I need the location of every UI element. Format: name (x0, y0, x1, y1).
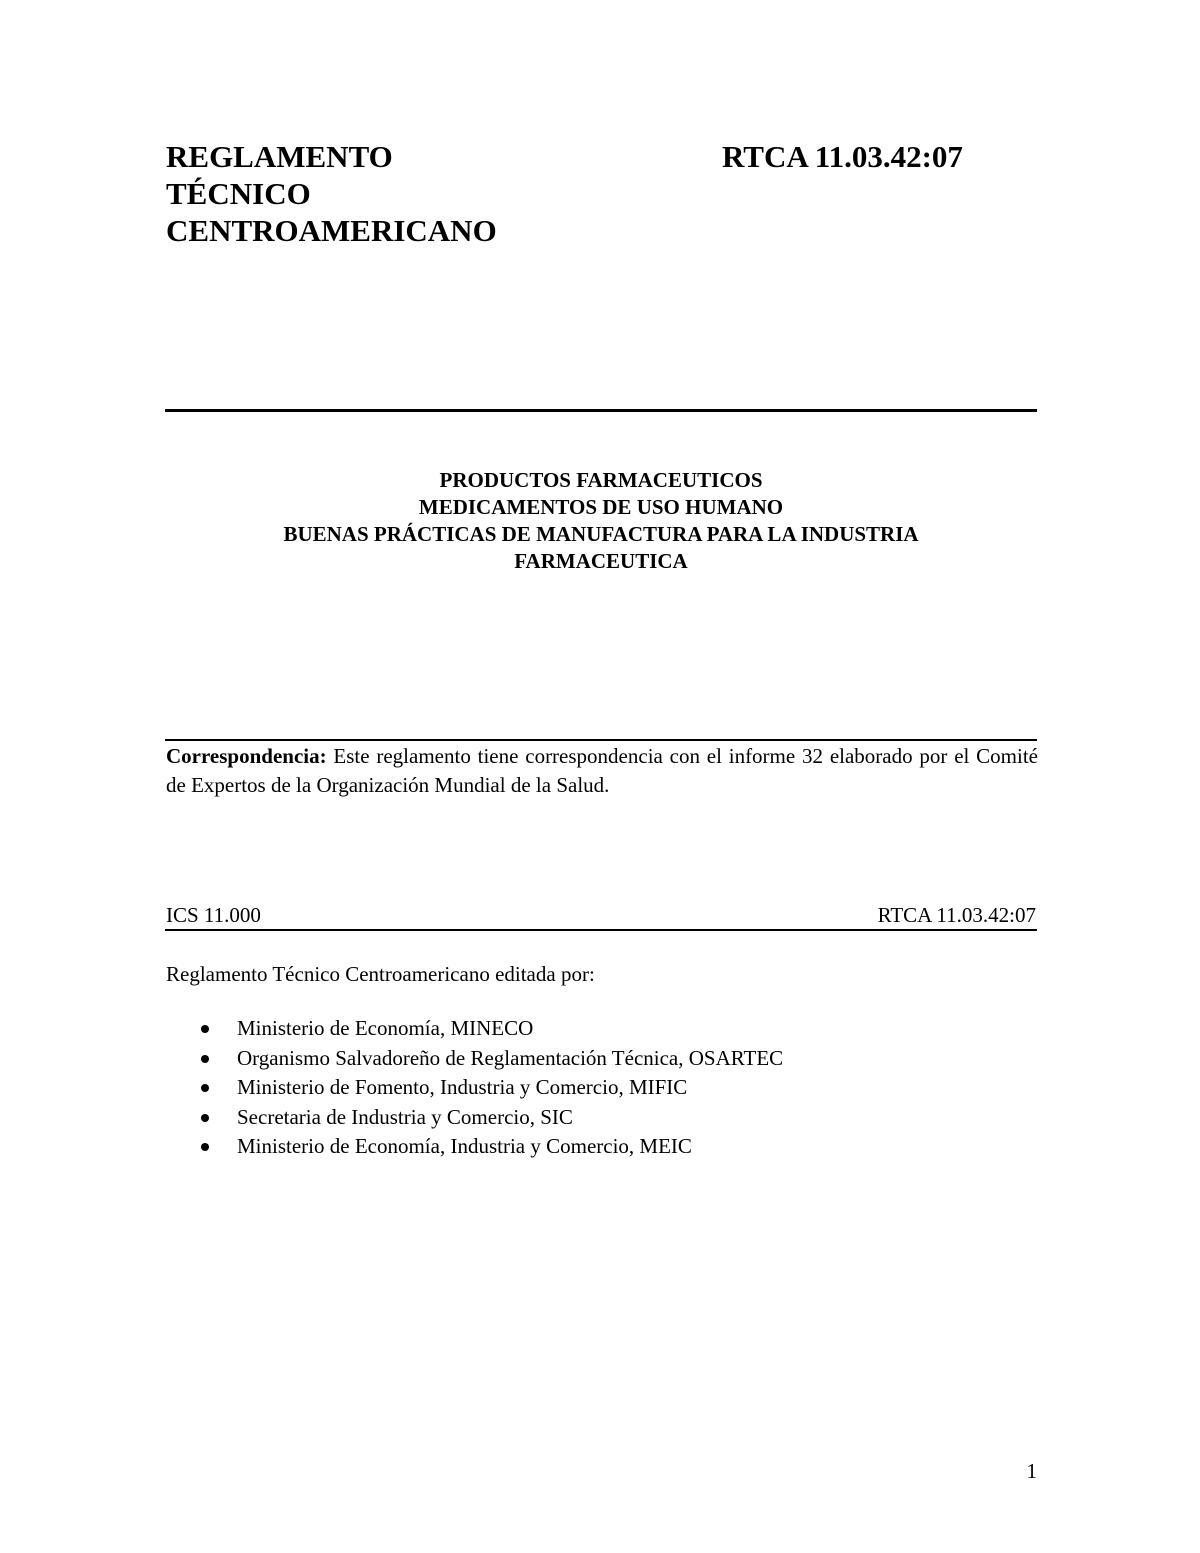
regulation-title-line: TÉCNICO (166, 176, 311, 211)
bullet-icon (201, 1143, 209, 1151)
ics-code: ICS 11.000 (166, 903, 261, 927)
list-item (166, 1044, 783, 1074)
correspondence-label: Correspondencia: (166, 744, 327, 768)
list-item (166, 1103, 783, 1133)
editor-name: Secretaria de Industria y Comercio, SIC (237, 1104, 573, 1129)
classification-regulation-code: RTCA 11.03.42:07 (877, 903, 1036, 927)
list-item (166, 1073, 783, 1103)
regulation-code: RTCA 11.03.42:07 (722, 139, 963, 174)
list-item (166, 1014, 783, 1044)
editor-name: Ministerio de Economía, Industria y Comercio, MEIC (237, 1134, 692, 1158)
header-divider (165, 409, 1037, 412)
page-number: 1 (1026, 1459, 1037, 1483)
correspondence-text: Este reglamento tiene correspondencia con el informe 32 elaborado por el Comité de Expertos de la Organización Mundial de la Salud. (166, 744, 1038, 797)
subject-line: PRODUCTOS FARMACEUTICOS (439, 468, 763, 492)
regulation-title-line: CENTROAMERICANO (166, 213, 497, 248)
editor-name: Ministerio de Economía, MINECO (237, 1016, 534, 1040)
classification-row (166, 902, 1036, 929)
edited-by-intro: Reglamento Técnico Centroamericano editada por: (166, 962, 595, 986)
correspondence-divider (165, 739, 1037, 741)
bullet-icon (201, 1055, 209, 1063)
subject-line: MEDICAMENTOS DE USO HUMANO (418, 495, 784, 519)
editor-name: Ministerio de Fomento, Industria y Comercio, MIFIC (237, 1075, 688, 1099)
bullet-icon (201, 1084, 209, 1092)
bullet-icon (201, 1114, 209, 1122)
regulation-title (166, 138, 497, 249)
classification-divider (165, 929, 1037, 931)
subject-line: FARMACEUTICA (514, 549, 688, 573)
list-item (166, 1132, 783, 1162)
subject-line: BUENAS PRÁCTICAS DE MANUFACTURA PARA LA INDUSTRIA (283, 522, 919, 546)
editor-name: Organismo Salvadoreño de Reglamentación Técnica, OSARTEC (237, 1045, 784, 1070)
document-subject (165, 467, 1037, 575)
bullet-icon (201, 1025, 209, 1033)
editors-list (166, 1014, 783, 1162)
correspondence-paragraph (166, 742, 1038, 800)
regulation-title-line: REGLAMENTO (166, 139, 393, 174)
